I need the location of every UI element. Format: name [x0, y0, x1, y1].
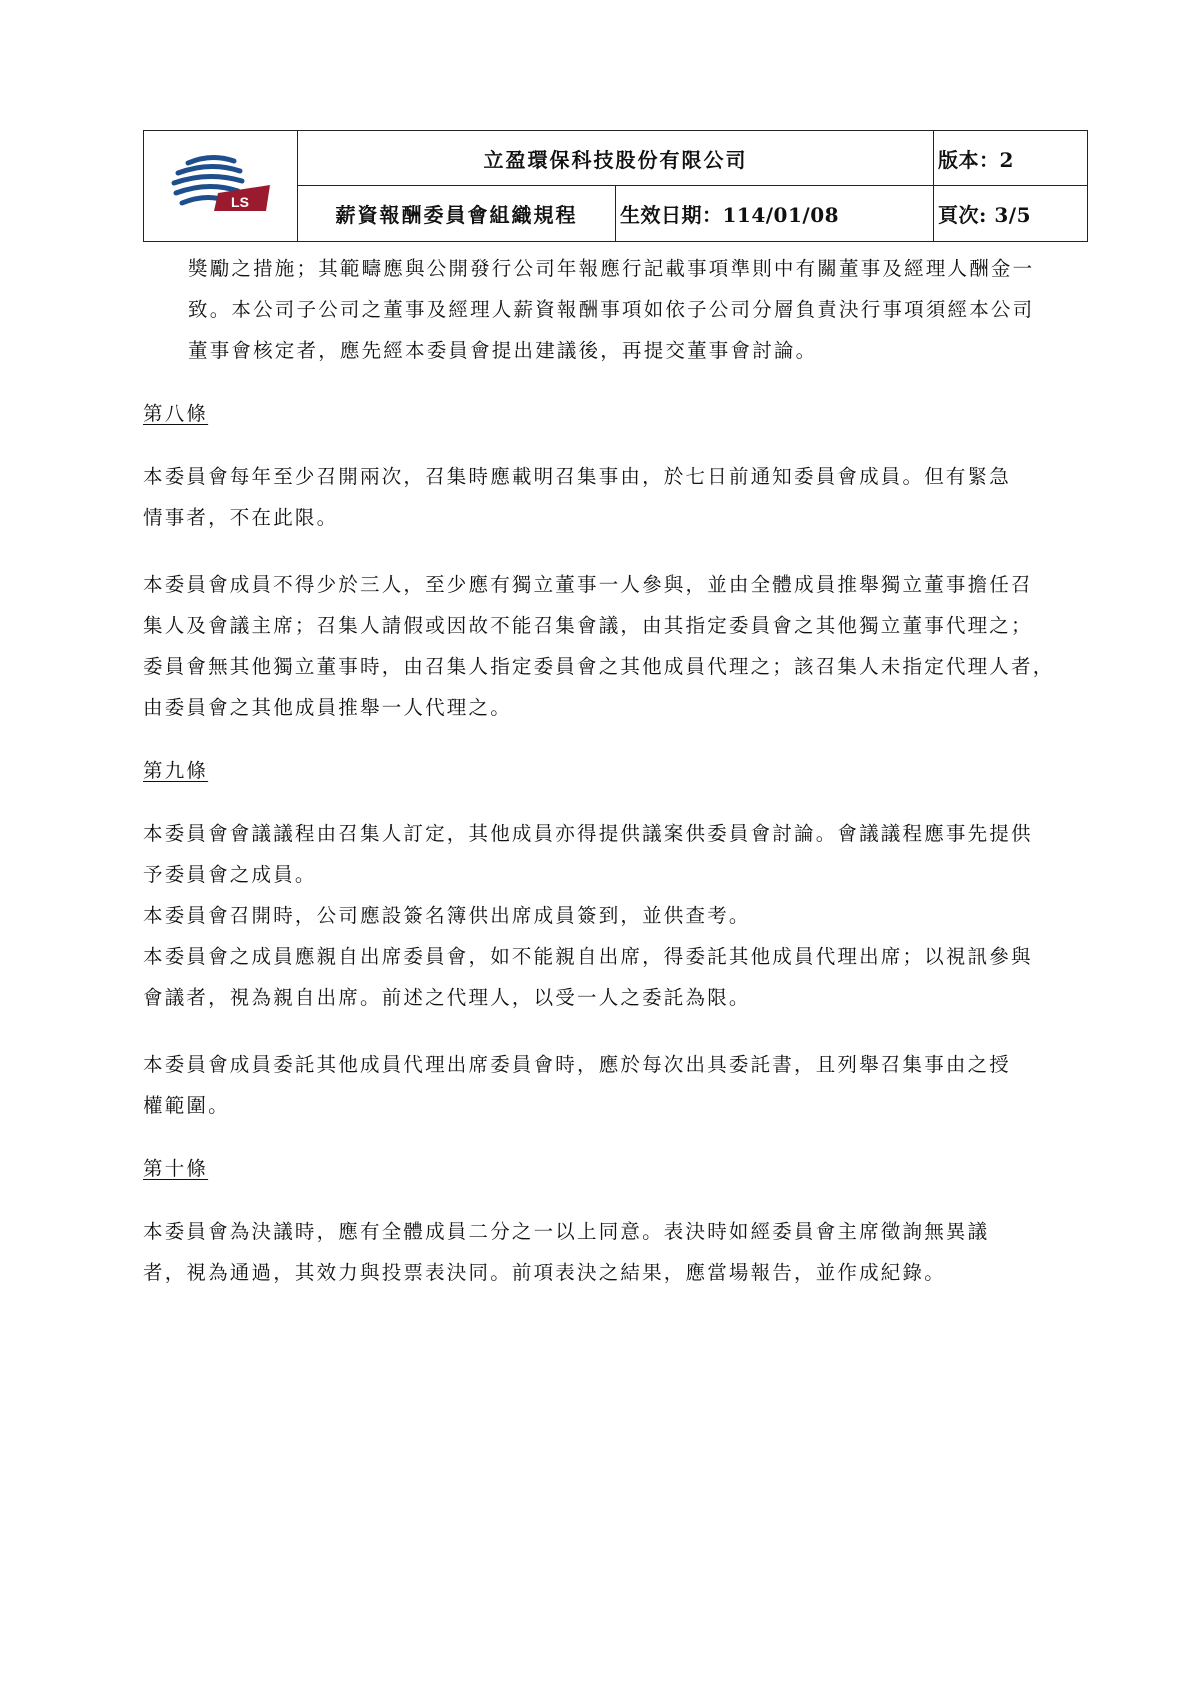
article-8-title: 第八條 — [143, 402, 209, 425]
text-line: 予委員會之成員。 — [143, 863, 317, 886]
text-line: 者，視為通過，其效力與投票表決同。前項表決之結果，應當場報告，並作成紀錄。 — [143, 1261, 946, 1284]
company-logo-icon — [166, 149, 276, 219]
text-line: 致。本公司子公司之董事及經理人薪資報酬事項如依子公司分層負責決行事項須經本公司 — [188, 298, 1035, 321]
company-name: 立盈環保科技股份有限公司 — [298, 131, 934, 186]
text-line: 委員會無其他獨立董事時，由召集人指定委員會之其他成員代理之；該召集人未指定代理人者， — [143, 655, 1055, 678]
text-line: 獎勵之措施；其範疇應與公開發行公司年報應行記載事項準則中有關董事及經理人酬金一 — [188, 257, 1035, 280]
article-10-paragraph-1 — [143, 1211, 1063, 1293]
article-8-paragraph-2 — [143, 564, 1063, 728]
logo-lettering: LS — [230, 193, 249, 210]
text-line: 本委員會召開時，公司應設簽名簿供出席成員簽到，並供查考。 — [143, 904, 751, 927]
text-line: 本委員會會議議程由召集人訂定，其他成員亦得提供議案供委員會討論。會議議程應事先提供 — [143, 822, 1033, 845]
intro-paragraph — [143, 248, 1063, 371]
article-9-title: 第九條 — [143, 759, 209, 782]
text-line: 會議者，視為親自出席。前述之代理人，以受一人之委託為限。 — [143, 986, 751, 1009]
text-line: 董事會核定者，應先經本委員會提出建議後，再提交董事會討論。 — [188, 339, 818, 362]
text-line: 本委員會每年至少召開兩次，召集時應載明召集事由，於七日前通知委員會成員。但有緊急 — [143, 465, 1012, 488]
article-10-title: 第十條 — [143, 1157, 209, 1180]
page-number: 頁次: 3/5 — [934, 186, 1088, 242]
text-line: 情事者，不在此限。 — [143, 506, 339, 529]
document-header — [143, 130, 1088, 242]
article-9-paragraph-1 — [143, 813, 1063, 1018]
company-logo-cell — [144, 131, 298, 242]
text-line: 本委員會成員委託其他成員代理出席委員會時，應於每次出具委託書，且列舉召集事由之授 — [143, 1053, 1012, 1076]
text-line: 本委員會為決議時，應有全體成員二分之一以上同意。表決時如經委員會主席徵詢無異議 — [143, 1220, 990, 1243]
document-body — [143, 248, 1063, 1293]
text-line: 集人及會議主席；召集人請假或因故不能召集會議，由其指定委員會之其他獨立董事代理之； — [143, 614, 1033, 637]
effective-date: 生效日期：114/01/08 — [616, 186, 934, 242]
document-title: 薪資報酬委員會組織規程 — [298, 186, 616, 242]
version-label: 版本：2 — [934, 131, 1088, 186]
text-line: 本委員會成員不得少於三人，至少應有獨立董事一人參與，並由全體成員推舉獨立董事擔任召 — [143, 573, 1033, 596]
article-9-paragraph-2 — [143, 1044, 1063, 1126]
text-line: 本委員會之成員應親自出席委員會，如不能親自出席，得委託其他成員代理出席；以視訊參與 — [143, 945, 1033, 968]
text-line: 由委員會之其他成員推舉一人代理之。 — [143, 696, 512, 719]
article-8-paragraph-1 — [143, 456, 1063, 538]
text-line: 權範圍。 — [143, 1094, 230, 1117]
